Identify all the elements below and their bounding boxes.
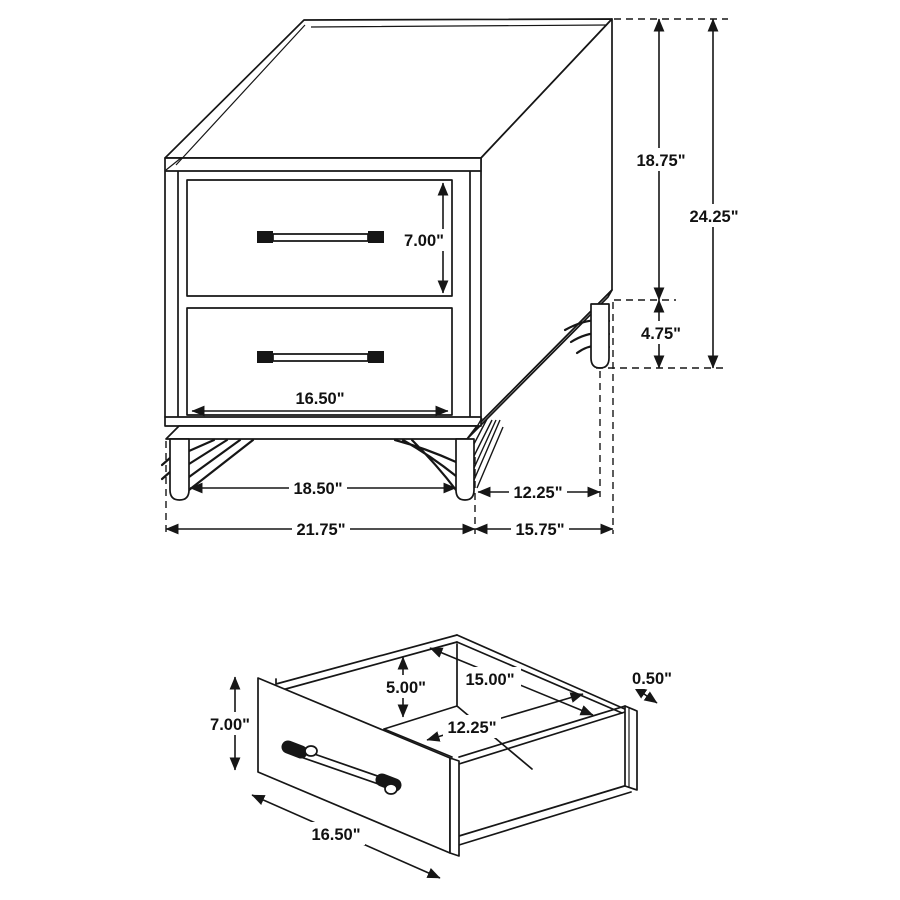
dim-label-leg-height: 4.75" — [641, 325, 681, 343]
dim-label-leg-spacing-side: 12.25" — [513, 484, 563, 502]
drawer-side-end-cap — [625, 706, 637, 790]
dim-label-panel-thickness: 0.50" — [632, 670, 672, 688]
dim-label-front-width: 16.50" — [311, 826, 361, 844]
dim-label-overall-depth: 15.75" — [515, 521, 565, 539]
dim-label-case-height: 18.75" — [636, 152, 686, 170]
dim-label-front-height: 7.00" — [210, 716, 250, 734]
nightstand-front-plinth — [166, 426, 477, 439]
dim-label-leg-spacing-front: 18.50" — [293, 480, 343, 498]
front-left-leg — [170, 439, 189, 500]
dim-label-interior-width: 15.00" — [465, 671, 515, 689]
dim-label-overall-height: 24.25" — [689, 208, 739, 226]
rear-right-leg — [591, 304, 609, 368]
front-right-leg — [456, 439, 474, 500]
dim-label-drawer-front-height: 7.00" — [404, 232, 444, 250]
drawer-front-panel-edge — [450, 758, 459, 856]
nightstand-body — [165, 19, 612, 439]
dim-label-interior-depth: 12.25" — [447, 719, 497, 737]
dim-label-interior-height: 5.00" — [386, 679, 426, 697]
drawer-figure — [203, 635, 677, 878]
dim-label-overall-width: 21.75" — [296, 521, 346, 539]
dim-label-drawer-front-width: 16.50" — [295, 390, 345, 408]
dim-line-panel-thickness — [634, 687, 657, 703]
nightstand-front-face — [165, 158, 481, 426]
hairpin-wires-right — [395, 440, 456, 490]
nightstand-figure — [162, 19, 743, 540]
